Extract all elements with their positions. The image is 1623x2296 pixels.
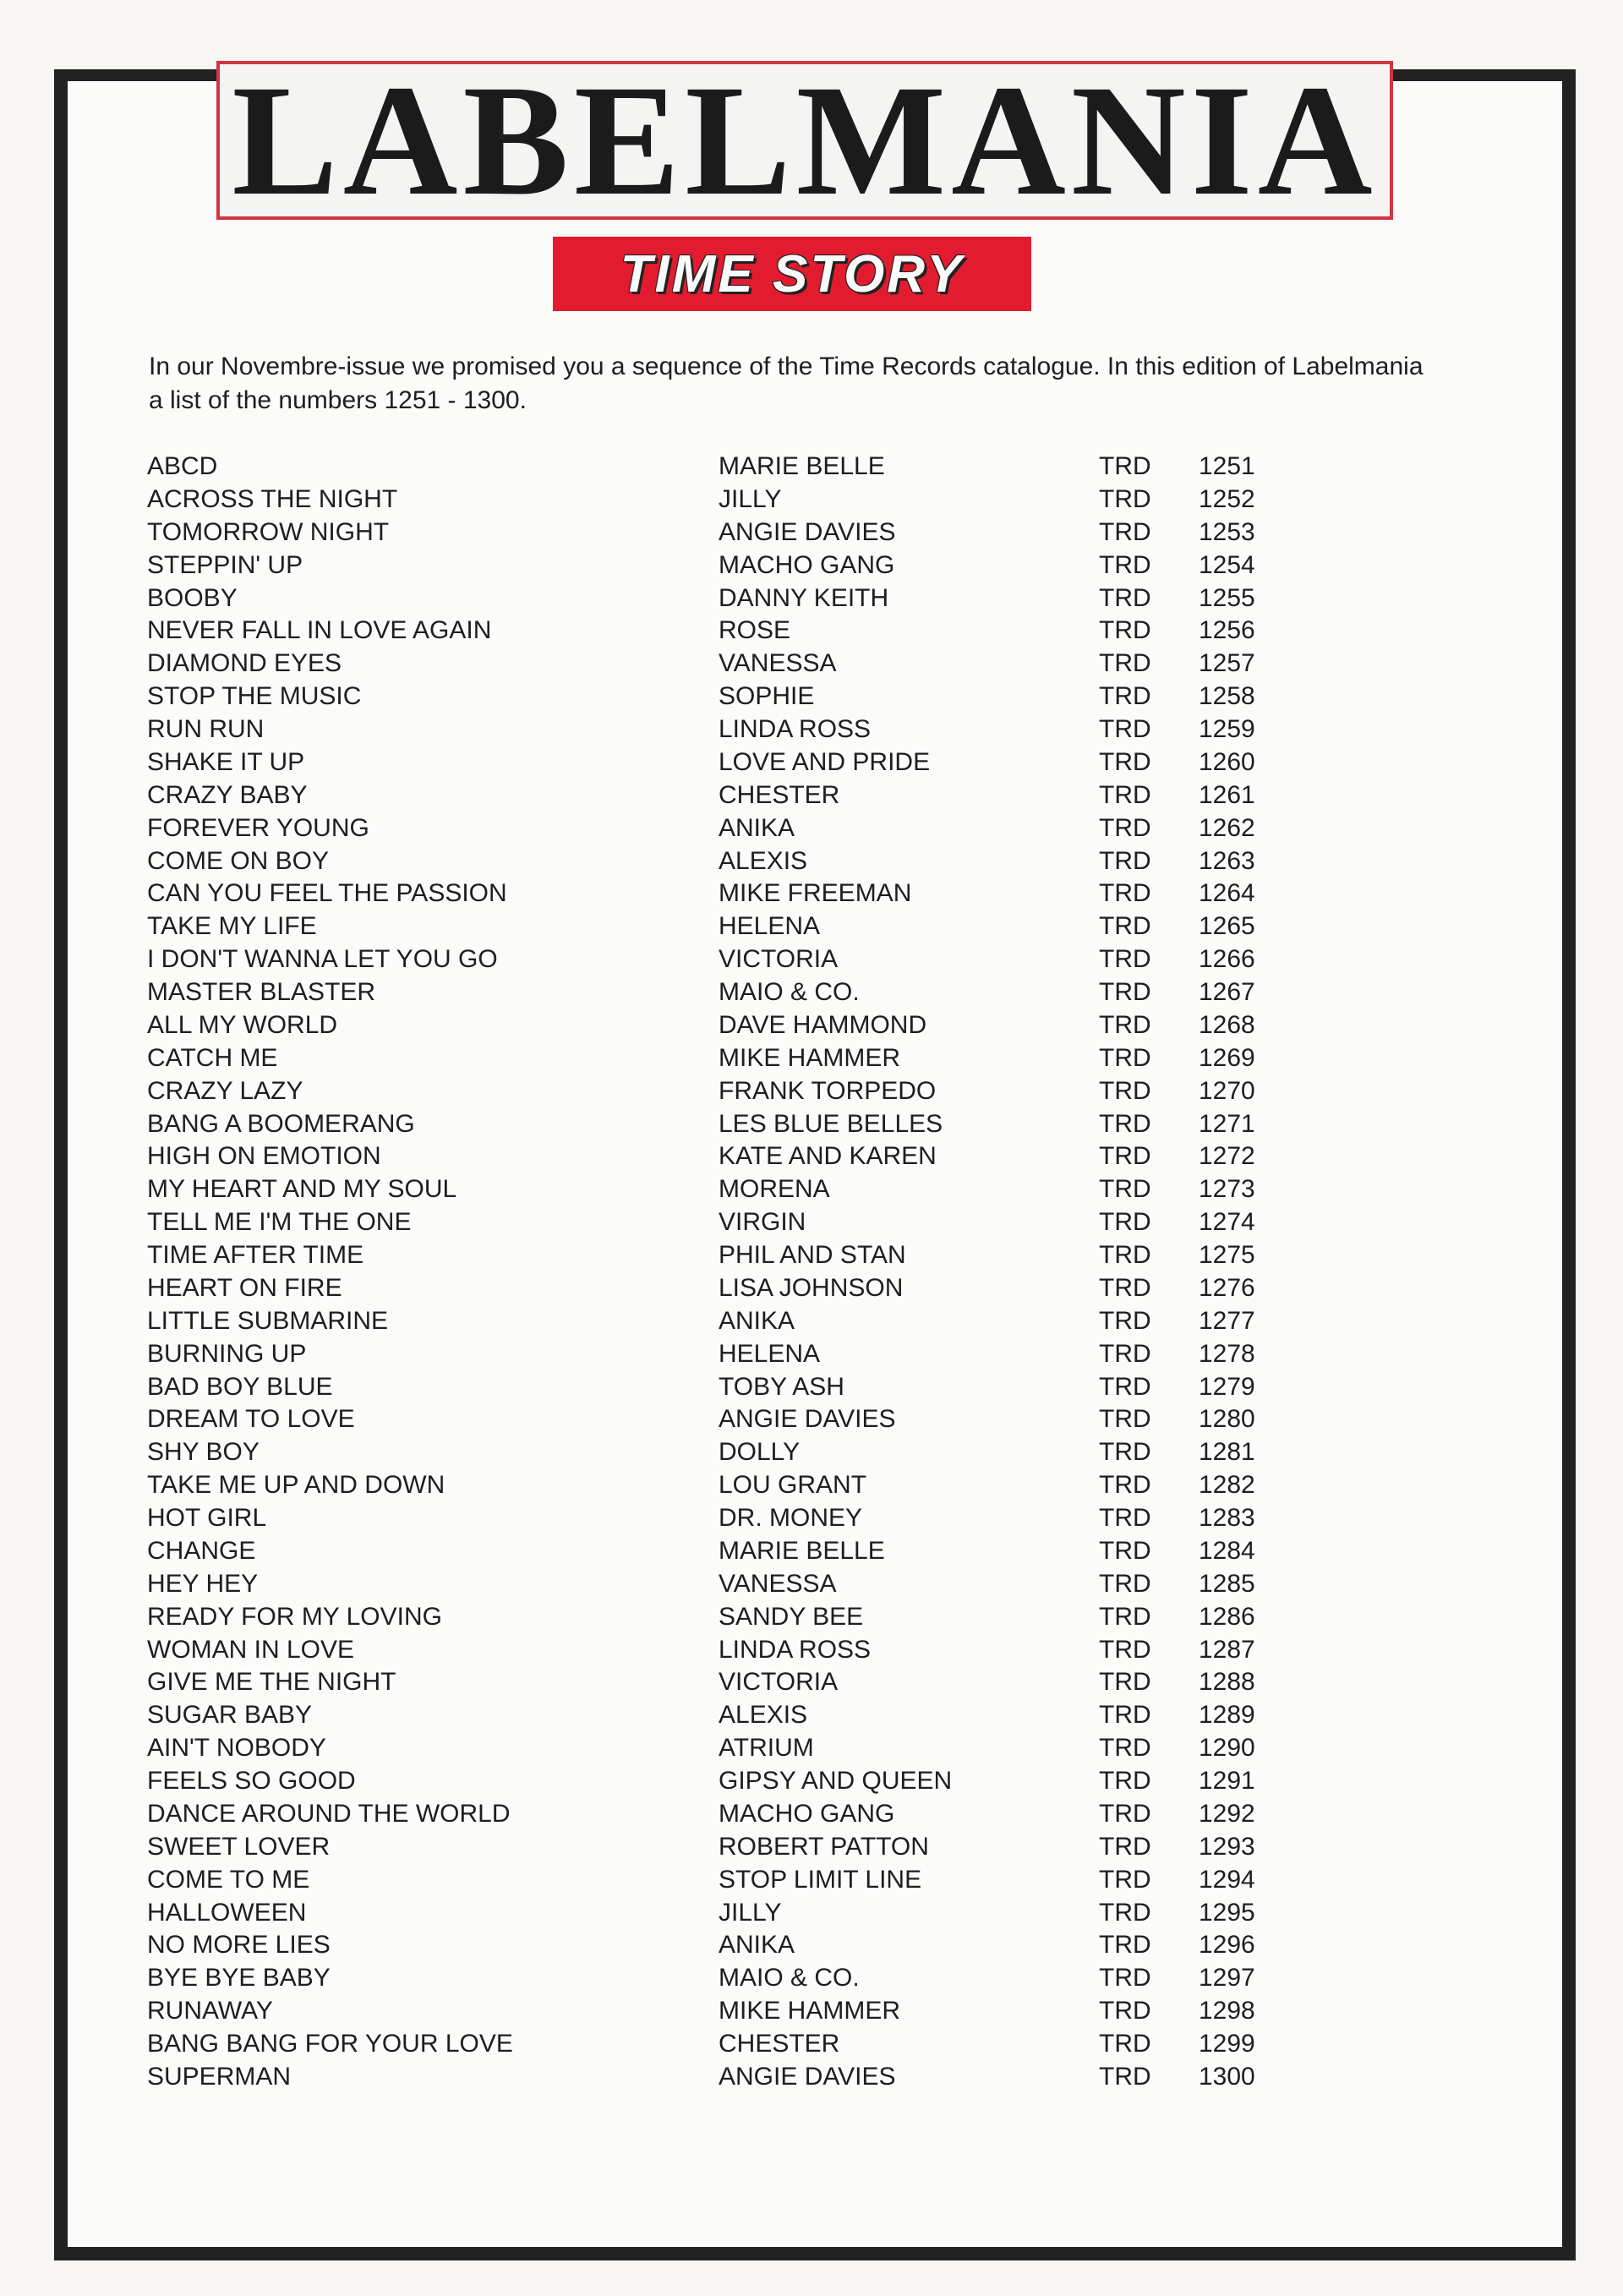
artist-name: ATRIUM bbox=[719, 1734, 814, 1763]
label-code: TRD bbox=[1099, 649, 1151, 678]
catalogue-number: 1296 bbox=[1199, 1931, 1255, 1960]
table-row bbox=[147, 1601, 1288, 1634]
table-row bbox=[147, 1666, 1288, 1699]
catalogue-number: 1282 bbox=[1199, 1471, 1255, 1500]
catalogue-number: 1281 bbox=[1199, 1438, 1255, 1467]
table-row bbox=[147, 1699, 1288, 1732]
label-code: TRD bbox=[1099, 846, 1151, 875]
song-title: ABCD bbox=[147, 452, 218, 480]
label-code: TRD bbox=[1099, 1010, 1151, 1039]
label-code: TRD bbox=[1099, 978, 1151, 1006]
catalogue-number: 1268 bbox=[1199, 1010, 1255, 1039]
catalogue-number: 1275 bbox=[1199, 1241, 1255, 1269]
subtitle-banner bbox=[553, 237, 1031, 311]
artist-name: JILLY bbox=[719, 484, 782, 513]
catalogue-number: 1254 bbox=[1199, 550, 1255, 579]
song-title: CRAZY BABY bbox=[147, 780, 308, 809]
table-row bbox=[147, 1502, 1288, 1535]
catalogue-number: 1255 bbox=[1199, 583, 1255, 612]
artist-name: DOLLY bbox=[719, 1438, 801, 1467]
song-title: BURNING UP bbox=[147, 1339, 307, 1368]
song-title: COME ON BOY bbox=[147, 846, 330, 875]
label-code: TRD bbox=[1099, 517, 1151, 546]
label-code: TRD bbox=[1099, 813, 1151, 842]
table-row bbox=[147, 681, 1288, 713]
song-title: ACROSS THE NIGHT bbox=[147, 484, 398, 513]
song-title: RUNAWAY bbox=[147, 1997, 273, 2025]
catalogue-number: 1262 bbox=[1199, 813, 1255, 842]
artist-name: ALEXIS bbox=[719, 1701, 808, 1730]
artist-name: PHIL AND STAN bbox=[719, 1241, 906, 1269]
catalogue-number: 1279 bbox=[1199, 1372, 1255, 1401]
label-code: TRD bbox=[1099, 1339, 1151, 1368]
catalogue-number: 1283 bbox=[1199, 1504, 1255, 1532]
artist-name: ANIKA bbox=[719, 813, 795, 842]
artist-name: FRANK TORPEDO bbox=[719, 1076, 937, 1105]
catalogue-number: 1263 bbox=[1199, 846, 1255, 875]
song-title: RUN RUN bbox=[147, 715, 265, 743]
song-title: CRAZY LAZY bbox=[147, 1076, 303, 1105]
catalogue-number: 1294 bbox=[1199, 1865, 1255, 1894]
catalogue-number: 1258 bbox=[1199, 682, 1255, 711]
song-title: FOREVER YOUNG bbox=[147, 813, 369, 842]
song-title: HEY HEY bbox=[147, 1569, 259, 1598]
song-title: MASTER BLASTER bbox=[147, 978, 376, 1006]
label-code: TRD bbox=[1099, 879, 1151, 908]
artist-name: MARIE BELLE bbox=[719, 1536, 885, 1565]
table-row bbox=[147, 1995, 1288, 2028]
label-code: TRD bbox=[1099, 1602, 1151, 1631]
artist-name: LOVE AND PRIDE bbox=[719, 747, 931, 776]
artist-name: CHESTER bbox=[719, 780, 840, 809]
label-code: TRD bbox=[1099, 1668, 1151, 1697]
song-title: NEVER FALL IN LOVE AGAIN bbox=[147, 616, 492, 645]
artist-name: VANESSA bbox=[719, 649, 837, 678]
artist-name: TOBY ASH bbox=[719, 1372, 844, 1401]
label-code: TRD bbox=[1099, 1536, 1151, 1565]
table-row bbox=[147, 451, 1288, 484]
catalogue-number: 1267 bbox=[1199, 978, 1255, 1006]
label-code: TRD bbox=[1099, 1306, 1151, 1335]
artist-name: VICTORIA bbox=[719, 945, 839, 974]
artist-name: MIKE FREEMAN bbox=[719, 879, 912, 908]
song-title: HALLOWEEN bbox=[147, 1898, 307, 1927]
label-code: TRD bbox=[1099, 452, 1151, 480]
artist-name: MIKE HAMMER bbox=[719, 1043, 901, 1072]
catalogue-number: 1264 bbox=[1199, 879, 1255, 908]
song-title: CAN YOU FEEL THE PASSION bbox=[147, 879, 507, 908]
catalogue-number: 1252 bbox=[1199, 484, 1255, 513]
song-title: FEELS SO GOOD bbox=[147, 1767, 356, 1795]
artist-name: ALEXIS bbox=[719, 846, 808, 875]
catalogue-number: 1276 bbox=[1199, 1273, 1255, 1302]
artist-name: MARIE BELLE bbox=[719, 452, 885, 480]
table-row bbox=[147, 1305, 1288, 1338]
catalogue-number: 1251 bbox=[1199, 452, 1255, 480]
song-title: TAKE MY LIFE bbox=[147, 912, 317, 941]
catalogue-number: 1291 bbox=[1199, 1767, 1255, 1795]
label-code: TRD bbox=[1099, 1865, 1151, 1894]
table-row bbox=[147, 1798, 1288, 1831]
catalogue-number: 1266 bbox=[1199, 945, 1255, 974]
song-title: DIAMOND EYES bbox=[147, 649, 342, 678]
song-title: BANG A BOOMERANG bbox=[147, 1109, 415, 1138]
catalogue-table bbox=[147, 451, 1288, 2094]
table-row bbox=[147, 582, 1288, 615]
table-row bbox=[147, 1962, 1288, 1995]
catalogue-number: 1288 bbox=[1199, 1668, 1255, 1697]
label-code: TRD bbox=[1099, 1471, 1151, 1500]
table-row bbox=[147, 517, 1288, 549]
catalogue-number: 1265 bbox=[1199, 912, 1255, 941]
catalogue-number: 1273 bbox=[1199, 1175, 1255, 1204]
catalogue-number: 1260 bbox=[1199, 747, 1255, 776]
table-row bbox=[147, 484, 1288, 517]
label-code: TRD bbox=[1099, 1076, 1151, 1105]
artist-name: JILLY bbox=[719, 1898, 782, 1927]
table-row bbox=[147, 615, 1288, 648]
catalogue-number: 1257 bbox=[1199, 649, 1255, 678]
table-row bbox=[147, 2028, 1288, 2061]
label-code: TRD bbox=[1099, 1405, 1151, 1434]
label-code: TRD bbox=[1099, 1767, 1151, 1795]
artist-name: ROSE bbox=[719, 616, 791, 645]
masthead bbox=[216, 52, 1393, 228]
table-row bbox=[147, 1732, 1288, 1765]
table-row bbox=[147, 1009, 1288, 1042]
artist-name: LES BLUE BELLES bbox=[719, 1109, 943, 1138]
artist-name: VANESSA bbox=[719, 1569, 837, 1598]
table-row bbox=[147, 1831, 1288, 1864]
artist-name: DAVE HAMMOND bbox=[719, 1010, 927, 1039]
artist-name: LINDA ROSS bbox=[719, 1635, 872, 1664]
label-code: TRD bbox=[1099, 1504, 1151, 1532]
intro-paragraph: In our Novembre-issue we promised you a sequence of the Time Records catalogue. In this edition of Labelmania a list of the numbers 1251 - 1300. bbox=[149, 353, 1424, 414]
song-title: MY HEART AND MY SOUL bbox=[147, 1175, 457, 1204]
catalogue-number: 1261 bbox=[1199, 780, 1255, 809]
table-row bbox=[147, 943, 1288, 976]
artist-name: LOU GRANT bbox=[719, 1471, 867, 1500]
label-code: TRD bbox=[1099, 583, 1151, 612]
song-title: SHY BOY bbox=[147, 1438, 260, 1467]
catalogue-number: 1271 bbox=[1199, 1109, 1255, 1138]
table-row bbox=[147, 845, 1288, 878]
label-code: TRD bbox=[1099, 2062, 1151, 2091]
song-title: SUGAR BABY bbox=[147, 1701, 313, 1730]
catalogue-number: 1298 bbox=[1199, 1997, 1255, 2025]
artist-name: ANIKA bbox=[719, 1306, 795, 1335]
table-row bbox=[147, 877, 1288, 910]
artist-name: MACHO GANG bbox=[719, 550, 895, 579]
song-title: TAKE ME UP AND DOWN bbox=[147, 1471, 445, 1500]
song-title: BYE BYE BABY bbox=[147, 1964, 331, 1993]
table-row bbox=[147, 1272, 1288, 1305]
song-title: SUPERMAN bbox=[147, 2062, 292, 2091]
table-row bbox=[147, 2061, 1288, 2094]
song-title: BAD BOY BLUE bbox=[147, 1372, 333, 1401]
song-title: READY FOR MY LOVING bbox=[147, 1602, 442, 1631]
song-title: LITTLE SUBMARINE bbox=[147, 1306, 389, 1335]
table-row bbox=[147, 1239, 1288, 1272]
catalogue-number: 1287 bbox=[1199, 1635, 1255, 1664]
catalogue-number: 1300 bbox=[1199, 2062, 1255, 2091]
table-row bbox=[147, 1765, 1288, 1798]
label-code: TRD bbox=[1099, 1372, 1151, 1401]
subtitle-text: TIME STORY bbox=[620, 244, 965, 303]
catalogue-number: 1270 bbox=[1199, 1076, 1255, 1105]
label-code: TRD bbox=[1099, 550, 1151, 579]
label-code: TRD bbox=[1099, 2030, 1151, 2058]
catalogue-number: 1295 bbox=[1199, 1898, 1255, 1927]
artist-name: LINDA ROSS bbox=[719, 715, 872, 743]
artist-name: HELENA bbox=[719, 1339, 821, 1368]
song-title: HIGH ON EMOTION bbox=[147, 1142, 381, 1171]
table-row bbox=[147, 1469, 1288, 1502]
table-row bbox=[147, 1535, 1288, 1568]
song-title: BANG BANG FOR YOUR LOVE bbox=[147, 2030, 513, 2058]
song-title: BOOBY bbox=[147, 583, 238, 612]
artist-name: MORENA bbox=[719, 1175, 830, 1204]
label-code: TRD bbox=[1099, 1109, 1151, 1138]
label-code: TRD bbox=[1099, 1635, 1151, 1664]
catalogue-number: 1272 bbox=[1199, 1142, 1255, 1171]
table-row bbox=[147, 1108, 1288, 1141]
song-title: CHANGE bbox=[147, 1536, 256, 1565]
table-row bbox=[147, 1403, 1288, 1436]
label-code: TRD bbox=[1099, 945, 1151, 974]
catalogue-number: 1293 bbox=[1199, 1832, 1255, 1861]
artist-name: ANGIE DAVIES bbox=[719, 2062, 896, 2091]
table-row bbox=[147, 648, 1288, 681]
artist-name: MACHO GANG bbox=[719, 1799, 895, 1828]
table-row bbox=[147, 812, 1288, 845]
song-title: HEART ON FIRE bbox=[147, 1273, 342, 1302]
song-title: COME TO ME bbox=[147, 1865, 310, 1894]
song-title: WOMAN IN LOVE bbox=[147, 1635, 355, 1664]
catalogue-number: 1286 bbox=[1199, 1602, 1255, 1631]
masthead-title: LABELMANIA bbox=[232, 52, 1378, 228]
artist-name: SOPHIE bbox=[719, 682, 815, 711]
catalogue-number: 1285 bbox=[1199, 1569, 1255, 1598]
artist-name: STOP LIMIT LINE bbox=[719, 1865, 922, 1894]
label-code: TRD bbox=[1099, 747, 1151, 776]
label-code: TRD bbox=[1099, 780, 1151, 809]
table-row bbox=[147, 713, 1288, 746]
artist-name: LISA JOHNSON bbox=[719, 1273, 904, 1302]
artist-name: SANDY BEE bbox=[719, 1602, 864, 1631]
catalogue-number: 1256 bbox=[1199, 616, 1255, 645]
song-title: DANCE AROUND THE WORLD bbox=[147, 1799, 511, 1828]
table-row bbox=[147, 1436, 1288, 1469]
table-row bbox=[147, 1634, 1288, 1667]
label-code: TRD bbox=[1099, 682, 1151, 711]
label-code: TRD bbox=[1099, 715, 1151, 743]
song-title: STOP THE MUSIC bbox=[147, 682, 362, 711]
table-row bbox=[147, 746, 1288, 779]
song-title: CATCH ME bbox=[147, 1043, 278, 1072]
catalogue-number: 1274 bbox=[1199, 1208, 1255, 1237]
table-row bbox=[147, 1075, 1288, 1108]
label-code: TRD bbox=[1099, 1832, 1151, 1861]
catalogue-number: 1278 bbox=[1199, 1339, 1255, 1368]
song-title: TOMORROW NIGHT bbox=[147, 517, 390, 546]
artist-name: MAIO & CO. bbox=[719, 978, 860, 1006]
catalogue-number: 1277 bbox=[1199, 1306, 1255, 1335]
table-row bbox=[147, 1338, 1288, 1371]
song-title: I DON'T WANNA LET YOU GO bbox=[147, 945, 498, 974]
label-code: TRD bbox=[1099, 912, 1151, 941]
label-code: TRD bbox=[1099, 1898, 1151, 1927]
label-code: TRD bbox=[1099, 1175, 1151, 1204]
label-code: TRD bbox=[1099, 1241, 1151, 1269]
song-title: HOT GIRL bbox=[147, 1504, 267, 1532]
song-title: TIME AFTER TIME bbox=[147, 1241, 364, 1269]
song-title: ALL MY WORLD bbox=[147, 1010, 338, 1039]
artist-name: MAIO & CO. bbox=[719, 1964, 860, 1993]
catalogue-number: 1292 bbox=[1199, 1799, 1255, 1828]
label-code: TRD bbox=[1099, 484, 1151, 513]
catalogue-number: 1299 bbox=[1199, 2030, 1255, 2058]
table-row bbox=[147, 910, 1288, 943]
label-code: TRD bbox=[1099, 1997, 1151, 2025]
artist-name: DR. MONEY bbox=[719, 1504, 863, 1532]
song-title: GIVE ME THE NIGHT bbox=[147, 1668, 396, 1697]
table-row bbox=[147, 976, 1288, 1009]
catalogue-number: 1280 bbox=[1199, 1405, 1255, 1434]
table-row bbox=[147, 779, 1288, 812]
label-code: TRD bbox=[1099, 1208, 1151, 1237]
artist-name: ANGIE DAVIES bbox=[719, 517, 896, 546]
artist-name: ROBERT PATTON bbox=[719, 1832, 929, 1861]
label-code: TRD bbox=[1099, 1931, 1151, 1960]
table-row bbox=[147, 549, 1288, 582]
song-title: AIN'T NOBODY bbox=[147, 1734, 326, 1763]
artist-name: CHESTER bbox=[719, 2030, 840, 2058]
artist-name: ANGIE DAVIES bbox=[719, 1405, 896, 1434]
label-code: TRD bbox=[1099, 1799, 1151, 1828]
catalogue-number: 1269 bbox=[1199, 1043, 1255, 1072]
catalogue-number: 1289 bbox=[1199, 1701, 1255, 1730]
label-code: TRD bbox=[1099, 1043, 1151, 1072]
table-row bbox=[147, 1042, 1288, 1075]
song-title: TELL ME I'M THE ONE bbox=[147, 1208, 412, 1237]
artist-name: MIKE HAMMER bbox=[719, 1997, 901, 2025]
catalogue-number: 1297 bbox=[1199, 1964, 1255, 1993]
table-row bbox=[147, 1140, 1288, 1173]
catalogue-number: 1253 bbox=[1199, 517, 1255, 546]
table-row bbox=[147, 1206, 1288, 1239]
label-code: TRD bbox=[1099, 1734, 1151, 1763]
label-code: TRD bbox=[1099, 1142, 1151, 1171]
artist-name: ANIKA bbox=[719, 1931, 795, 1960]
table-row bbox=[147, 1929, 1288, 1962]
artist-name: GIPSY AND QUEEN bbox=[719, 1767, 953, 1795]
table-row bbox=[147, 1173, 1288, 1206]
song-title: NO MORE LIES bbox=[147, 1931, 331, 1960]
artist-name: KATE AND KAREN bbox=[719, 1142, 937, 1171]
song-title: STEPPIN' UP bbox=[147, 550, 303, 579]
catalogue-number: 1290 bbox=[1199, 1734, 1255, 1763]
label-code: TRD bbox=[1099, 1701, 1151, 1730]
label-code: TRD bbox=[1099, 1569, 1151, 1598]
song-title: DREAM TO LOVE bbox=[147, 1405, 355, 1434]
song-title: SWEET LOVER bbox=[147, 1832, 331, 1861]
label-code: TRD bbox=[1099, 1273, 1151, 1302]
song-title: SHAKE IT UP bbox=[147, 747, 305, 776]
artist-name: VIRGIN bbox=[719, 1208, 806, 1237]
label-code: TRD bbox=[1099, 1964, 1151, 1993]
label-code: TRD bbox=[1099, 616, 1151, 645]
table-row bbox=[147, 1864, 1288, 1897]
table-row bbox=[147, 1568, 1288, 1601]
artist-name: VICTORIA bbox=[719, 1668, 839, 1697]
artist-name: HELENA bbox=[719, 912, 821, 941]
table-row bbox=[147, 1371, 1288, 1404]
artist-name: DANNY KEITH bbox=[719, 583, 889, 612]
catalogue-number: 1259 bbox=[1199, 715, 1255, 743]
catalogue-number: 1284 bbox=[1199, 1536, 1255, 1565]
label-code: TRD bbox=[1099, 1438, 1151, 1467]
catalogue-body bbox=[147, 451, 1288, 2094]
table-row bbox=[147, 1897, 1288, 1930]
